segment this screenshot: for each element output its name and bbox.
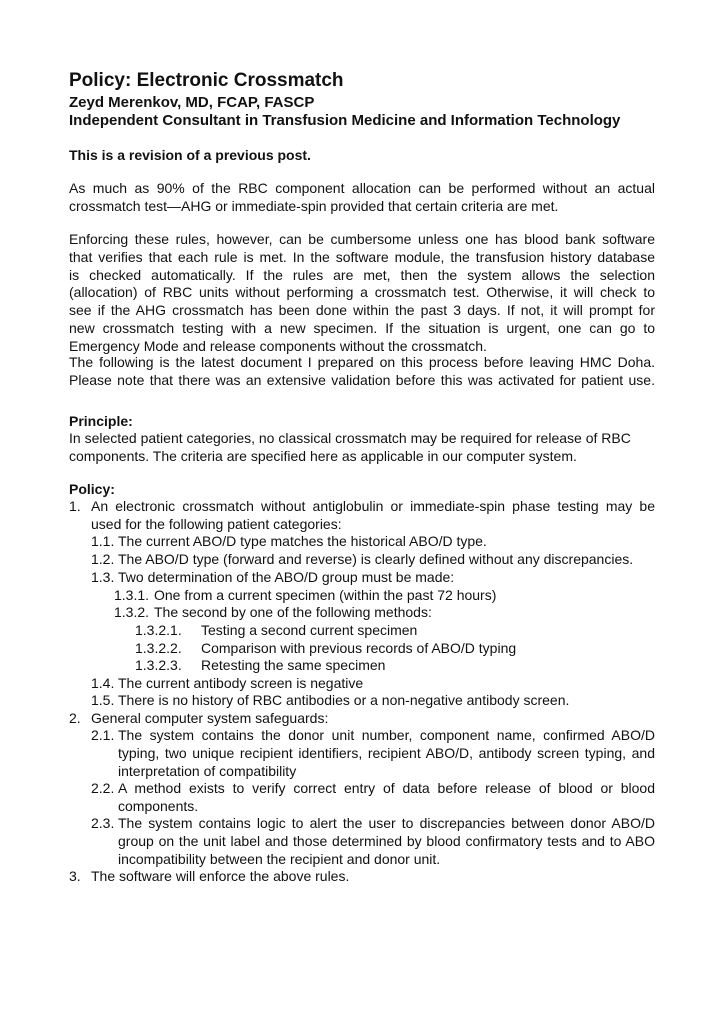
list-number: 2. [69, 710, 81, 726]
list-number: 1.2. [91, 551, 115, 567]
list-number: 1.3.2. [114, 604, 150, 620]
rules-paragraph [69, 231, 655, 356]
affiliation-line: Independent Consultant in Transfusion Medicine and Information Technology [69, 112, 621, 129]
paragraph-line: (allocation) of RBC units without performing a crossmatch test. Otherwise, it will check to [69, 284, 655, 301]
list-number: 2.3. [91, 815, 115, 831]
list-text: components. [118, 797, 199, 814]
list-text: The second by one of the following methods: [154, 604, 432, 620]
principle-paragraph [69, 430, 655, 466]
paragraph-line: The following is the latest document I prepared on this process before leaving HMC Doha. [69, 354, 655, 370]
list-number: 1.4. [91, 675, 115, 691]
paragraph-line: new crossmatch testing with a new specimen. If the situation is urgent, one can go to [69, 319, 655, 336]
author-line: Zeyd Merenkov, MD, FCAP, FASCP [69, 94, 315, 111]
list-number: 1.3. [91, 569, 115, 585]
list-number: 1.1. [91, 533, 115, 549]
list-text: typing, two unique recipient identifiers, recipient ABO/D, antibody screen typing, and [118, 744, 655, 761]
paragraph-line: that verifies that each rule is met. In the software module, the transfusion history database [69, 248, 655, 265]
list-text: The current antibody screen is negative [118, 675, 364, 691]
list-number: 2.1. [91, 727, 115, 743]
list-text: The ABO/D type (forward and reverse) is clearly defined without any discrepancies. [118, 551, 634, 567]
paragraph-line: components. The criteria are specified here as applicable in our computer system. [69, 447, 577, 464]
list-text: Comparison with previous records of ABO/D typing [201, 640, 517, 656]
list-text: One from a current specimen (within the past 72 hours) [154, 587, 497, 603]
list-number: 1.5. [91, 692, 115, 708]
list-number: 1.3.1. [114, 587, 150, 603]
list-text: The current ABO/D type matches the historical ABO/D type. [118, 533, 487, 549]
list-number: 1. [69, 498, 81, 514]
list-text: used for the following patient categories: [91, 515, 342, 532]
list-text: Two determination of the ABO/D group must be made: [118, 569, 455, 585]
list-text: interpretation of compatibility [118, 762, 297, 779]
paragraph-line: In selected patient categories, no classical crossmatch may be required for release of RBC [69, 430, 631, 446]
list-number: 2.2. [91, 780, 115, 796]
list-text: Testing a second current specimen [201, 622, 418, 638]
list-text: General computer system safeguards: [91, 710, 329, 726]
list-text: Retesting the same specimen [201, 657, 386, 673]
list-text: There is no history of RBC antibodies or a non-negative antibody screen. [118, 692, 570, 708]
list-number: 1.3.2.1. [135, 622, 182, 638]
list-number: 3. [69, 868, 81, 884]
list-number: 1.3.2.3. [135, 657, 182, 673]
list-text: An electronic crossmatch without antiglobulin or immediate-spin phase testing may be [91, 498, 655, 514]
paragraph-line: is checked automatically. If the rules are met, then the system allows the selection [69, 266, 655, 283]
intro-paragraph [69, 180, 655, 216]
list-text: A method exists to verify correct entry of data before release of blood or blood [118, 780, 655, 796]
paragraph-line: Enforcing these rules, however, can be cumbersome unless one has blood bank software [69, 231, 655, 247]
principle-heading: Principle: [69, 413, 133, 429]
list-text: group on the unit label and those determined by blood confirmatory tests and to ABO [118, 832, 655, 849]
list-text: The system contains logic to alert the user to discrepancies between donor ABO/D [118, 815, 655, 831]
list-text: The software will enforce the above rules. [91, 868, 350, 884]
paragraph-line: see if the AHG crossmatch has been done within the past 3 days. If not, it will prompt for [69, 302, 655, 319]
document-paragraph [69, 354, 655, 390]
paragraph-line: Please note that there was an extensive validation before this was activated for patient use. [69, 371, 655, 388]
document-title: Policy: Electronic Crossmatch [69, 70, 344, 91]
paragraph-line: crossmatch test—AHG or immediate-spin provided that certain criteria are met. [69, 197, 559, 214]
policy-heading: Policy: [69, 481, 115, 497]
paragraph-line: As much as 90% of the RBC component allocation can be performed without an actual [69, 180, 655, 196]
list-text: The system contains the donor unit number, component name, confirmed ABO/D [118, 727, 655, 743]
list-number: 1.3.2.2. [135, 640, 182, 656]
paragraph-line: Emergency Mode and release components without the crossmatch. [69, 337, 487, 354]
revision-note: This is a revision of a previous post. [69, 147, 311, 163]
list-text: incompatibility between the recipient and donor unit. [118, 850, 441, 867]
